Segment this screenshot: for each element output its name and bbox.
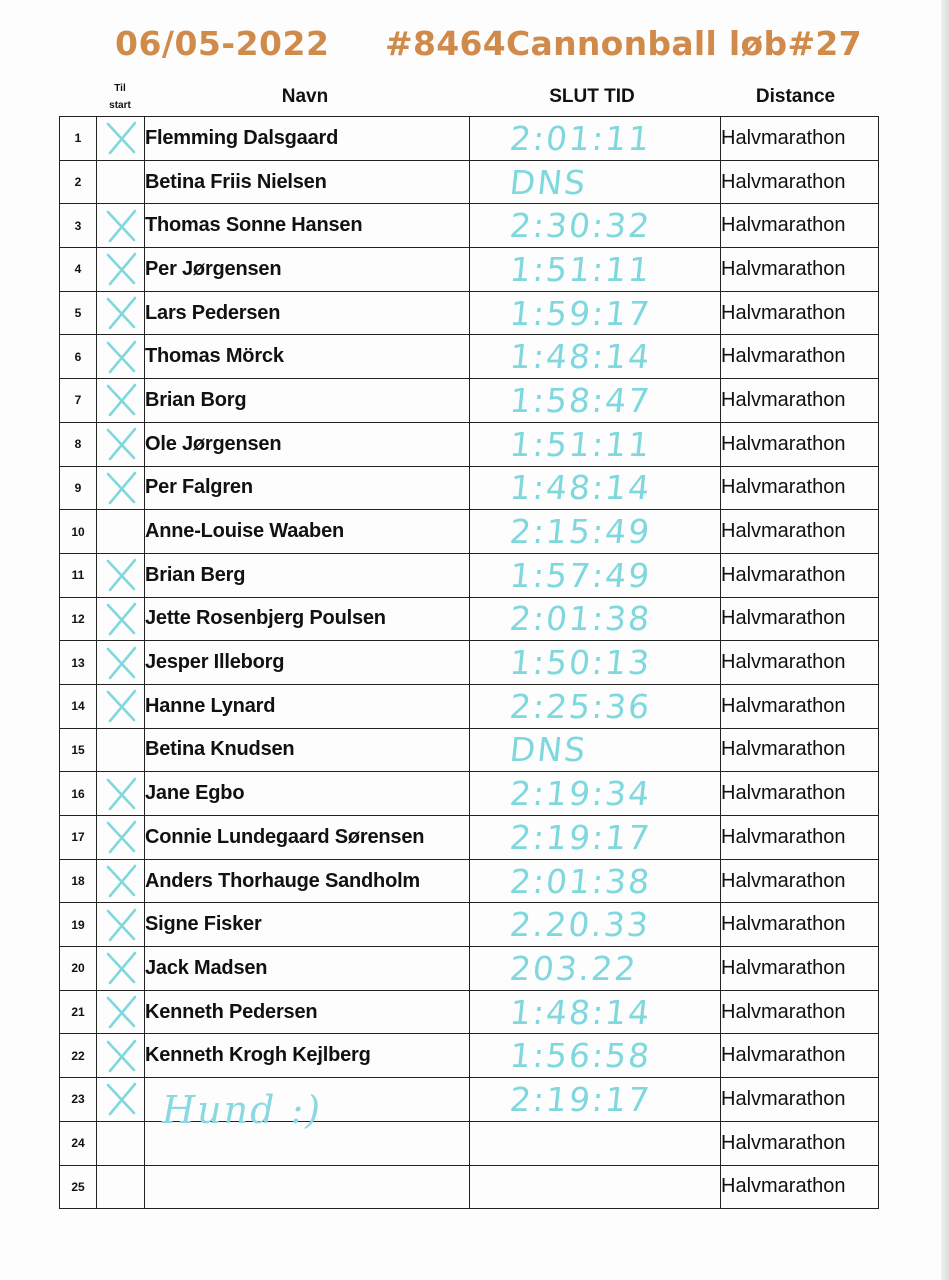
- row-number: 24: [60, 1121, 97, 1165]
- handwritten-x-mark-icon: [102, 339, 140, 375]
- finish-time-cell: [470, 510, 721, 554]
- table-row: [60, 160, 879, 204]
- runner-name: [145, 1165, 470, 1209]
- runner-name: Jesper Illeborg: [145, 641, 470, 685]
- handwritten-x-mark-icon: [102, 601, 140, 637]
- start-check-cell: [97, 466, 145, 510]
- table-row: [60, 859, 879, 903]
- start-check-cell: [97, 335, 145, 379]
- finish-time-cell: [470, 597, 721, 641]
- start-check-cell: [97, 903, 145, 947]
- finish-time-cell: [470, 204, 721, 248]
- runner-name: Thomas Mörck: [145, 335, 470, 379]
- runner-name: Jack Madsen: [145, 947, 470, 991]
- distance-value: Halvmarathon: [721, 816, 879, 860]
- handwritten-x-mark-icon: [102, 863, 140, 899]
- distance-value: Halvmarathon: [721, 903, 879, 947]
- handwritten-finish-time: 2:15:49: [507, 512, 654, 552]
- finish-time-cell: [470, 684, 721, 728]
- handwritten-finish-time: 2:01:38: [507, 861, 654, 901]
- handwritten-x-mark-icon: [102, 994, 140, 1030]
- finish-time-cell: [470, 117, 721, 161]
- handwritten-finish-time: 1:51:11: [507, 424, 654, 464]
- runner-name: Thomas Sonne Hansen: [145, 204, 470, 248]
- row-number: 16: [60, 772, 97, 816]
- start-check-cell: [97, 1121, 145, 1165]
- handwritten-finish-time: 2.20.33: [507, 905, 653, 945]
- table-row: [60, 1034, 879, 1078]
- handwritten-finish-time: 1:48:14: [507, 992, 654, 1032]
- distance-value: Halvmarathon: [721, 160, 879, 204]
- handwritten-x-mark-icon: [102, 645, 140, 681]
- start-check-cell: [97, 510, 145, 554]
- table-row: [60, 379, 879, 423]
- finish-time-cell: [470, 816, 721, 860]
- row-number: 14: [60, 684, 97, 728]
- row-number: 21: [60, 990, 97, 1034]
- distance-value: Halvmarathon: [721, 947, 879, 991]
- handwritten-finish-time: 1:58:47: [507, 380, 654, 420]
- distance-value: Halvmarathon: [721, 597, 879, 641]
- handwritten-x-mark-icon: [102, 1081, 140, 1117]
- runner-name: Ole Jørgensen: [145, 422, 470, 466]
- column-header-distance: Distance: [755, 86, 836, 107]
- table-row: [60, 903, 879, 947]
- distance-value: Halvmarathon: [721, 990, 879, 1034]
- handwritten-finish-time: 2:25:36: [507, 686, 654, 726]
- row-number: 13: [60, 641, 97, 685]
- start-check-cell: [97, 1165, 145, 1209]
- table-row: [60, 553, 879, 597]
- finish-time-cell: [470, 641, 721, 685]
- runner-name: Jane Egbo: [145, 772, 470, 816]
- table-row: [60, 466, 879, 510]
- finish-time-cell: [470, 160, 721, 204]
- finish-time-cell: [470, 291, 721, 335]
- runner-name: Connie Lundegaard Sørensen: [145, 816, 470, 860]
- distance-value: Halvmarathon: [721, 379, 879, 423]
- distance-value: Halvmarathon: [721, 728, 879, 772]
- finish-time-cell: [470, 990, 721, 1034]
- runner-name: Jette Rosenbjerg Poulsen: [145, 597, 470, 641]
- table-row: [60, 204, 879, 248]
- table-row: [60, 1165, 879, 1209]
- column-header-finish-time: SLUT TID: [549, 86, 635, 107]
- handwritten-x-mark-icon: [102, 688, 140, 724]
- table-row: [60, 728, 879, 772]
- distance-value: Halvmarathon: [721, 772, 879, 816]
- row-number: 22: [60, 1034, 97, 1078]
- table-row: [60, 684, 879, 728]
- distance-value: Halvmarathon: [721, 553, 879, 597]
- row-number: 7: [60, 379, 97, 423]
- start-check-cell: [97, 1078, 145, 1122]
- distance-value: Halvmarathon: [721, 859, 879, 903]
- handwritten-x-mark-icon: [102, 1038, 140, 1074]
- row-number: 19: [60, 903, 97, 947]
- handwritten-x-mark-icon: [102, 557, 140, 593]
- column-header-start-line1: Til: [114, 83, 126, 94]
- handwritten-finish-time: 1:59:17: [507, 293, 654, 333]
- runner-name: Betina Knudsen: [145, 728, 470, 772]
- handwritten-x-mark-icon: [102, 382, 140, 418]
- finish-time-cell: [470, 903, 721, 947]
- sheet-date: 06/05-2022: [115, 24, 330, 63]
- finish-time-cell: [470, 553, 721, 597]
- handwritten-x-mark-icon: [102, 470, 140, 506]
- runner-name: Kenneth Pedersen: [145, 990, 470, 1034]
- start-check-cell: [97, 684, 145, 728]
- finish-time-cell: [470, 772, 721, 816]
- start-check-cell: [97, 947, 145, 991]
- finish-time-cell: [470, 466, 721, 510]
- handwritten-x-mark-icon: [102, 120, 140, 156]
- finish-time-cell: [470, 422, 721, 466]
- distance-value: Halvmarathon: [721, 641, 879, 685]
- runner-name: Hanne Lynard: [145, 684, 470, 728]
- finish-time-cell: [470, 379, 721, 423]
- start-check-cell: [97, 641, 145, 685]
- table-row: [60, 510, 879, 554]
- runner-name: Anne-Louise Waaben: [145, 510, 470, 554]
- row-number: 11: [60, 553, 97, 597]
- start-check-cell: [97, 816, 145, 860]
- handwritten-finish-time: 1:56:58: [507, 1036, 654, 1076]
- start-check-cell: [97, 204, 145, 248]
- finish-time-cell: [470, 859, 721, 903]
- row-number: 15: [60, 728, 97, 772]
- distance-value: Halvmarathon: [721, 1165, 879, 1209]
- race-title: #8464Cannonball løb#27: [385, 24, 862, 63]
- distance-value: Halvmarathon: [721, 510, 879, 554]
- row-number: 17: [60, 816, 97, 860]
- table-row: [60, 772, 879, 816]
- table-row: [60, 947, 879, 991]
- finish-time-cell: [470, 335, 721, 379]
- table-row: [60, 422, 879, 466]
- row-number: 1: [60, 117, 97, 161]
- start-check-cell: [97, 859, 145, 903]
- runner-name: Betina Friis Nielsen: [145, 160, 470, 204]
- column-header-start-line2: start: [109, 100, 131, 111]
- distance-value: Halvmarathon: [721, 1078, 879, 1122]
- table-row: [60, 641, 879, 685]
- row-number: 4: [60, 248, 97, 292]
- start-check-cell: [97, 728, 145, 772]
- start-check-cell: [97, 422, 145, 466]
- distance-value: Halvmarathon: [721, 466, 879, 510]
- handwritten-finish-time: DNS: [507, 162, 590, 202]
- table-row: [60, 816, 879, 860]
- row-number: 20: [60, 947, 97, 991]
- table-row: [60, 117, 879, 161]
- start-check-cell: [97, 553, 145, 597]
- handwritten-x-mark-icon: [102, 819, 140, 855]
- handwritten-x-mark-icon: [102, 426, 140, 462]
- start-check-cell: [97, 117, 145, 161]
- start-check-cell: [97, 291, 145, 335]
- handwritten-x-mark-icon: [102, 950, 140, 986]
- runner-name: Anders Thorhauge Sandholm: [145, 859, 470, 903]
- finish-time-cell: [470, 947, 721, 991]
- handwritten-finish-time: 2:01:38: [507, 599, 654, 639]
- runner-name: Per Falgren: [145, 466, 470, 510]
- page-edge-shadow: [941, 0, 949, 1280]
- row-number: 8: [60, 422, 97, 466]
- runner-name: Kenneth Krogh Kejlberg: [145, 1034, 470, 1078]
- runner-name: Per Jørgensen: [145, 248, 470, 292]
- handwritten-finish-time: 2:30:32: [507, 206, 654, 246]
- finish-time-cell: [470, 1078, 721, 1122]
- handwritten-finish-time: 1:48:14: [507, 468, 654, 508]
- runner-name: Brian Berg: [145, 553, 470, 597]
- handwritten-finish-time: 1:50:13: [507, 643, 654, 683]
- row-number: 6: [60, 335, 97, 379]
- start-check-cell: [97, 379, 145, 423]
- start-check-cell: [97, 160, 145, 204]
- row-number: 3: [60, 204, 97, 248]
- handwritten-x-mark-icon: [102, 776, 140, 812]
- handwritten-x-mark-icon: [102, 251, 140, 287]
- table-row: [60, 291, 879, 335]
- handwritten-finish-time: DNS: [507, 730, 590, 770]
- start-check-cell: [97, 597, 145, 641]
- row-number: 10: [60, 510, 97, 554]
- row-number: 2: [60, 160, 97, 204]
- distance-value: Halvmarathon: [721, 422, 879, 466]
- distance-value: Halvmarathon: [721, 1121, 879, 1165]
- start-check-cell: [97, 248, 145, 292]
- runner-name: Signe Fisker: [145, 903, 470, 947]
- finish-time-cell: [470, 1165, 721, 1209]
- row-number: 25: [60, 1165, 97, 1209]
- runner-name: Lars Pedersen: [145, 291, 470, 335]
- row-number: 23: [60, 1078, 97, 1122]
- row-number: 12: [60, 597, 97, 641]
- handwritten-finish-time: 1:57:49: [507, 555, 654, 595]
- handwritten-finish-time: 2:01:11: [507, 118, 654, 158]
- start-check-cell: [97, 1034, 145, 1078]
- results-table: [59, 116, 879, 1209]
- handwritten-x-mark-icon: [102, 295, 140, 331]
- table-row: [60, 335, 879, 379]
- handwritten-x-mark-icon: [102, 907, 140, 943]
- distance-value: Halvmarathon: [721, 248, 879, 292]
- row-number: 18: [60, 859, 97, 903]
- handwritten-note: Hund :): [162, 1088, 323, 1132]
- handwritten-finish-time: 2:19:34: [507, 774, 654, 814]
- handwritten-finish-time: 2:19:17: [507, 817, 654, 857]
- table-row: [60, 248, 879, 292]
- finish-time-cell: [470, 1121, 721, 1165]
- handwritten-finish-time: 1:51:11: [507, 249, 654, 289]
- handwritten-finish-time: 203.22: [507, 948, 640, 988]
- finish-time-cell: [470, 728, 721, 772]
- handwritten-x-mark-icon: [102, 208, 140, 244]
- row-number: 5: [60, 291, 97, 335]
- table-row: [60, 597, 879, 641]
- start-check-cell: [97, 990, 145, 1034]
- column-header-start: [96, 80, 144, 114]
- distance-value: Halvmarathon: [721, 1034, 879, 1078]
- distance-value: Halvmarathon: [721, 684, 879, 728]
- distance-value: Halvmarathon: [721, 291, 879, 335]
- table-row: [60, 990, 879, 1034]
- handwritten-finish-time: 1:48:14: [507, 337, 654, 377]
- runner-name: Brian Borg: [145, 379, 470, 423]
- distance-value: Halvmarathon: [721, 204, 879, 248]
- start-check-cell: [97, 772, 145, 816]
- finish-time-cell: [470, 1034, 721, 1078]
- column-header-name: Navn: [281, 86, 329, 107]
- distance-value: Halvmarathon: [721, 117, 879, 161]
- row-number: 9: [60, 466, 97, 510]
- distance-value: Halvmarathon: [721, 335, 879, 379]
- runner-name: Flemming Dalsgaard: [145, 117, 470, 161]
- handwritten-finish-time: 2:19:17: [507, 1079, 654, 1119]
- finish-time-cell: [470, 248, 721, 292]
